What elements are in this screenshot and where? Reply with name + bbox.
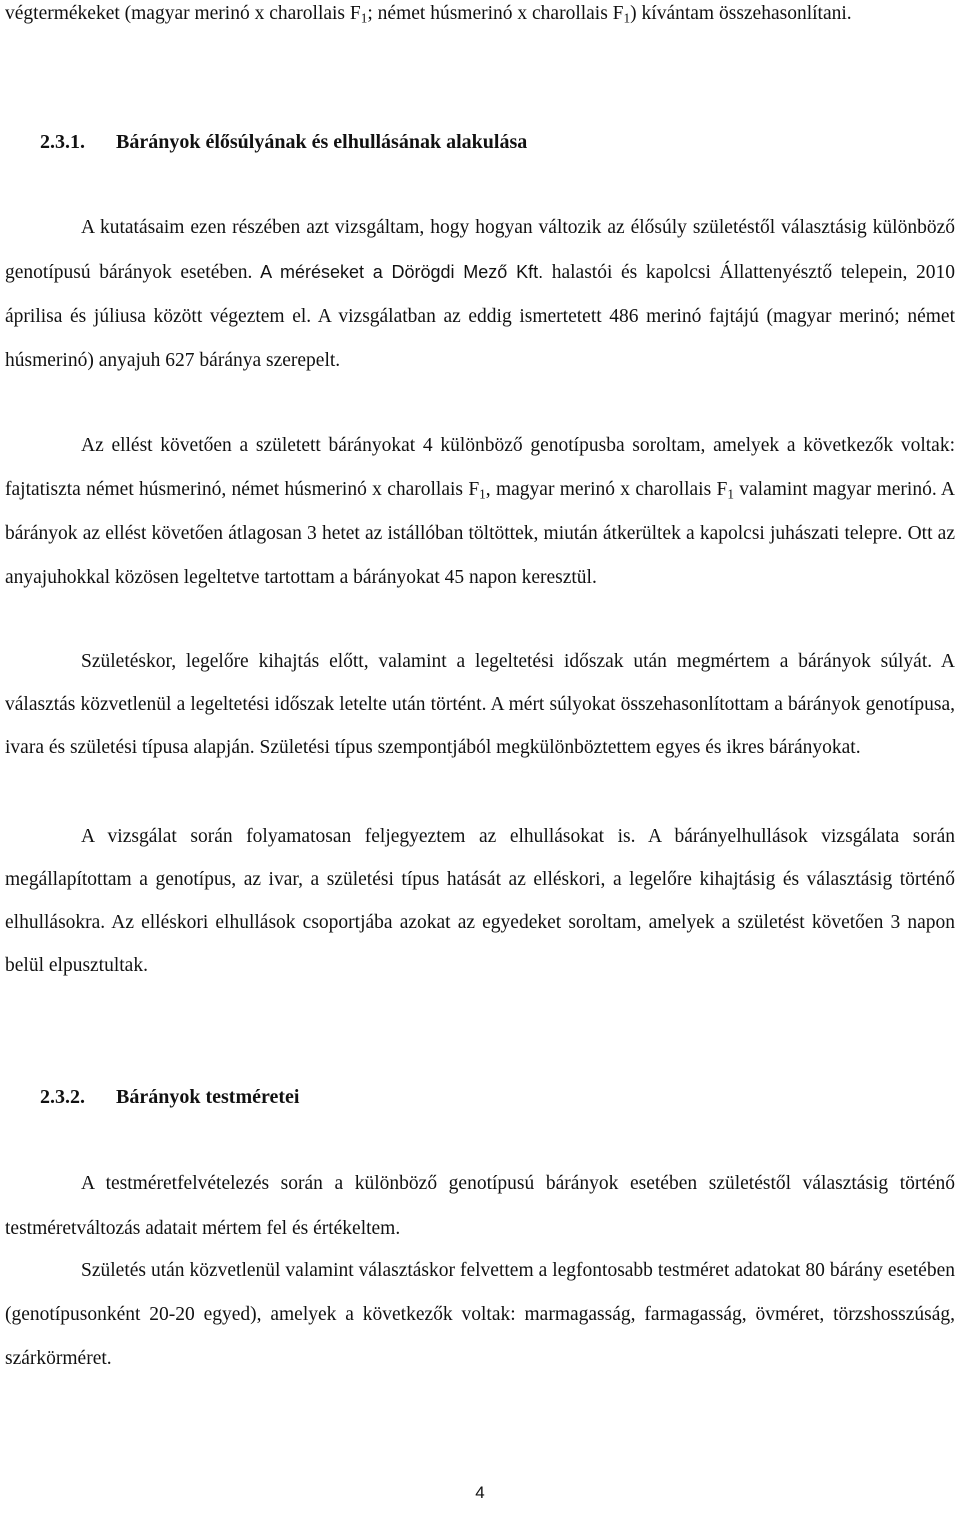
intro-text-1: végtermékeket (magyar merinó x charollais F <box>5 3 361 24</box>
paragraph-6: Születés után közvetlenül valamint választáskor felvettem a legfontosabb testméret adatokat 80 bárány esetében (genotípusonként 20-20 egyed), amelyek a következők voltak: marmagasság, farmagasság, övméret, törzshosszúság, szárkörméret. <box>5 1260 955 1369</box>
intro-text-2: ; német húsmerinó x charollais F <box>367 3 624 24</box>
paragraph-1-text: A kutatásaim ezen részében azt vizsgáltam, hogy hogyan változik az élősúly születéstől választásig különböző genotípusú bárányok esetében. <box>5 217 955 283</box>
paragraph-2 <box>5 424 955 600</box>
paragraph-5: A testméretfelvételezés során a különböző genotípusú bárányok esetében születéstől választásig történő testméretváltozás adatait mértem fel és értékeltem. <box>5 1173 955 1239</box>
paragraph-2-text-1: Az ellést követően a született bárányokat 4 különböző genotípusba soroltam, amelyek a következők voltak: fajtatiszta német húsmerinó, német húsmerinó x charollais F <box>5 435 955 500</box>
paragraph-2-text-2: , magyar merinó x charollais F <box>485 479 728 500</box>
paragraph-4: A vizsgálat során folyamatosan feljegyeztem az elhullásokat is. A bárányelhullások vizsgálata során megállapítottam a genotípus, az ivar, a születési típus hatását az elléskori, a legelőre kihajtásig és választásig történő elhullásokra. Az elléskori elhullások csoportjába azokat az egyedeket soroltam, amelyek a születést követően 3 napon belül elpusztultak. <box>5 826 955 976</box>
intro-paragraph <box>5 0 955 35</box>
section-number: 2.3.1. <box>40 131 85 153</box>
subscript: 1 <box>360 10 368 26</box>
section-heading-2-3-2 <box>40 1082 299 1112</box>
paragraph-1 <box>5 206 955 383</box>
subscript: 1 <box>727 486 734 502</box>
paragraph-2-text-3: valamint magyar merinó. A bárányok az ellést követően átlagosan 3 hetet az istállóban töltöttek, miután átkerültek a kapolcsi juhászati telepre. Ott az anyajuhokkal közösen legeltetve tartottam a bárányokat 45 napon keresztül. <box>5 479 956 588</box>
intro-text-3: ) kívántam összehasonlítani. <box>630 3 852 24</box>
page-number: 4 <box>475 1483 485 1502</box>
subscript: 1 <box>479 486 486 502</box>
paragraph-1-text-2: halastói és kapolcsi Állattenyésztő telepein, 2010 áprilisa és júliusa között végeztem el. A vizsgálatban az eddig ismertetett 486 merinó fajtájú (magyar merinó; német húsmerinó) anyajuh 627 báránya szerepelt. <box>5 262 955 371</box>
subscript: 1 <box>623 10 631 26</box>
paragraph-1-sans-text: A méréseket a Dörögdi Mező Kft. <box>252 262 544 282</box>
section-title: Bárányok élősúlyának és elhullásának alakulása <box>116 131 528 153</box>
section-heading-2-3-1 <box>40 127 527 157</box>
section-number: 2.3.2. <box>40 1086 85 1108</box>
paragraph-3: Születéskor, legelőre kihajtás előtt, valamint a legeltetési időszak után megmértem a bárányok súlyát. A választás közvetlenül a legeltetési időszak letelte után történt. A mért súlyokat összehasonlítottam a bárányok genotípusa, ivara és születési típusa alapján. Születési típus szempontjából megkülönböztettem egyes és ikres bárányokat. <box>5 651 955 758</box>
section-title: Bárányok testméretei <box>116 1086 300 1108</box>
